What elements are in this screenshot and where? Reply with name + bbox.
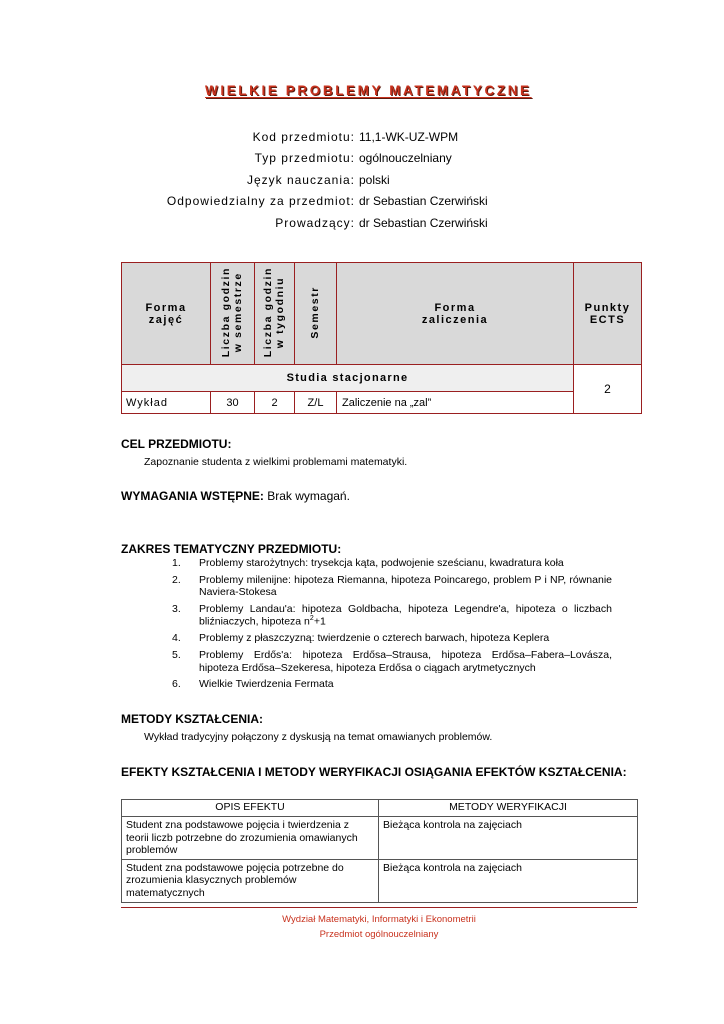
meta-row-code (0, 126, 724, 148)
table-row (122, 392, 642, 414)
cell-zaliczenie: Zaliczenie na „zal” (337, 392, 574, 414)
header-godzin-semestr (211, 263, 255, 365)
item-number: 3. (172, 602, 181, 615)
header-text: Forma (145, 301, 187, 314)
item-superscript: 2 (309, 615, 314, 623)
item-number: 2. (172, 573, 181, 586)
item-number: 1. (172, 557, 181, 569)
header-semestr (295, 263, 337, 365)
wymagania-heading: WYMAGANIA WSTĘPNE: (121, 489, 264, 503)
table-row (122, 817, 638, 860)
table-header-row (122, 263, 642, 365)
efekty-heading: EFEKTY KSZTAŁCENIA I METODY WERYFIKACJI OSIĄGANIA EFEKTÓW KSZTAŁCENIA: (121, 765, 627, 779)
item-text: Problemy Landau'a: hipoteza Goldbacha, hipoteza Legendre'a, hipoteza o liczbach bliźniaczych, hipoteza n (199, 602, 612, 628)
cell-semestr: Z/L (295, 392, 337, 414)
list-item (172, 649, 612, 674)
meta-value: ogólnouczelniany (359, 151, 452, 166)
meta-label: Prowadzący: (275, 215, 355, 230)
list-item (172, 632, 612, 645)
course-meta (0, 126, 724, 234)
meta-value: dr Sebastian Czerwiński (359, 215, 488, 230)
course-form-table (121, 262, 642, 414)
effects-col-metody: METODY WERYFIKACJI (379, 800, 638, 817)
header-godzin-tydzien (255, 263, 295, 365)
header-text: Liczba godzin w semestrze (220, 266, 245, 358)
meta-value: dr Sebastian Czerwiński (359, 194, 488, 209)
wymagania-section (121, 489, 350, 503)
item-text: Problemy starożytnych: trysekcja kąta, podwojenie sześcianu, kwadratura koła (199, 557, 564, 569)
item-text: Problemy z płaszczyzną: twierdzenie o czterech barwach, hipoteza Keplera (199, 632, 550, 645)
list-item (172, 557, 612, 570)
cel-heading: CEL PRZEDMIOTU: (121, 437, 232, 451)
header-text: ECTS (589, 313, 626, 326)
footer-divider (121, 907, 637, 908)
item-text-wrap (199, 603, 612, 629)
meta-value: 11,1-WK-UZ-WPM (359, 129, 459, 144)
list-item (172, 603, 612, 629)
item-number: 6. (172, 678, 181, 691)
header-forma-zaliczenia (337, 263, 574, 365)
effect-description: Student zna podstawowe pojęcia i twierdzenia z teorii liczb potrzebne do zrozumienia omawianych problemów (122, 817, 379, 860)
meta-label: Kod przedmiotu: (252, 129, 355, 144)
cell-forma: Wykład (122, 392, 211, 414)
list-item (172, 678, 612, 691)
cell-godzin-semestr: 30 (211, 392, 255, 414)
item-text: Wielkie Twierdzenia Fermata (199, 678, 334, 691)
meta-label: Język nauczania: (246, 172, 355, 187)
wymagania-text: Brak wymagań. (267, 489, 350, 503)
item-text-tail: +1 (313, 615, 326, 628)
header-text: zaliczenia (421, 313, 489, 326)
studia-label: Studia stacjonarne (122, 365, 574, 392)
cel-text: Zapoznanie studenta z wielkimi problemami matematyki. (144, 456, 408, 468)
metody-heading: METODY KSZTAŁCENIA: (121, 712, 264, 726)
effect-description: Student zna podstawowe pojęcia potrzebne do zrozumienia klasycznych problemów matematycznych (122, 859, 379, 902)
meta-row-type (0, 148, 724, 170)
item-number: 5. (172, 649, 181, 662)
effects-col-opis: OPIS EFEKTU (122, 800, 379, 817)
ects-value: 2 (574, 365, 642, 414)
meta-value: polski (359, 172, 390, 187)
list-item (172, 574, 612, 599)
header-text: Punkty (584, 301, 631, 314)
header-text: zajęć (148, 313, 184, 326)
footer-faculty: Wydział Matematyki, Informatyki i Ekonometrii (282, 914, 476, 925)
header-ects (574, 263, 642, 365)
meta-row-lecturer (0, 212, 724, 234)
document-title: WIELKIE PROBLEMY MATEMATYCZNE (205, 83, 532, 98)
item-number: 4. (172, 632, 181, 645)
topics-list (172, 557, 612, 695)
header-text: Liczba godzin w tygodniu (262, 266, 287, 358)
meta-label: Odpowiedzialny za przedmiot: (166, 194, 355, 209)
header-forma-zajec (122, 263, 211, 365)
table-row (122, 859, 638, 902)
effect-verification: Bieżąca kontrola na zajęciach (379, 859, 638, 902)
effects-header-row (122, 800, 638, 817)
zakres-heading: ZAKRES TEMATYCZNY PRZEDMIOTU: (121, 542, 342, 556)
metody-text: Wykład tradycyjny połączony z dyskusją na temat omawianych problemów. (144, 731, 493, 743)
effects-table (121, 799, 638, 903)
meta-label: Typ przedmiotu: (254, 151, 355, 166)
footer-course-type: Przedmiot ogólnouczelniany (319, 929, 439, 940)
header-text: Semestr (309, 285, 322, 339)
item-text: Problemy milenijne: hipoteza Riemanna, hipoteza Poincarego, problem P i NP, równanie Naviera-Stokesa (199, 573, 612, 599)
item-text: Problemy Erdős'a: hipoteza Erdősa–Strausa, hipoteza Erdősa–Fabera–Lovásza, hipoteza Erdősa–Szekeresa, hipoteza Erdősa o ciągach arytmetycznych (199, 649, 612, 674)
meta-row-language (0, 169, 724, 191)
meta-row-responsible (0, 191, 724, 213)
header-text: Forma (434, 301, 476, 314)
cell-godzin-tydzien: 2 (255, 392, 295, 414)
effect-verification: Bieżąca kontrola na zajęciach (379, 817, 638, 860)
studia-row (122, 365, 642, 392)
